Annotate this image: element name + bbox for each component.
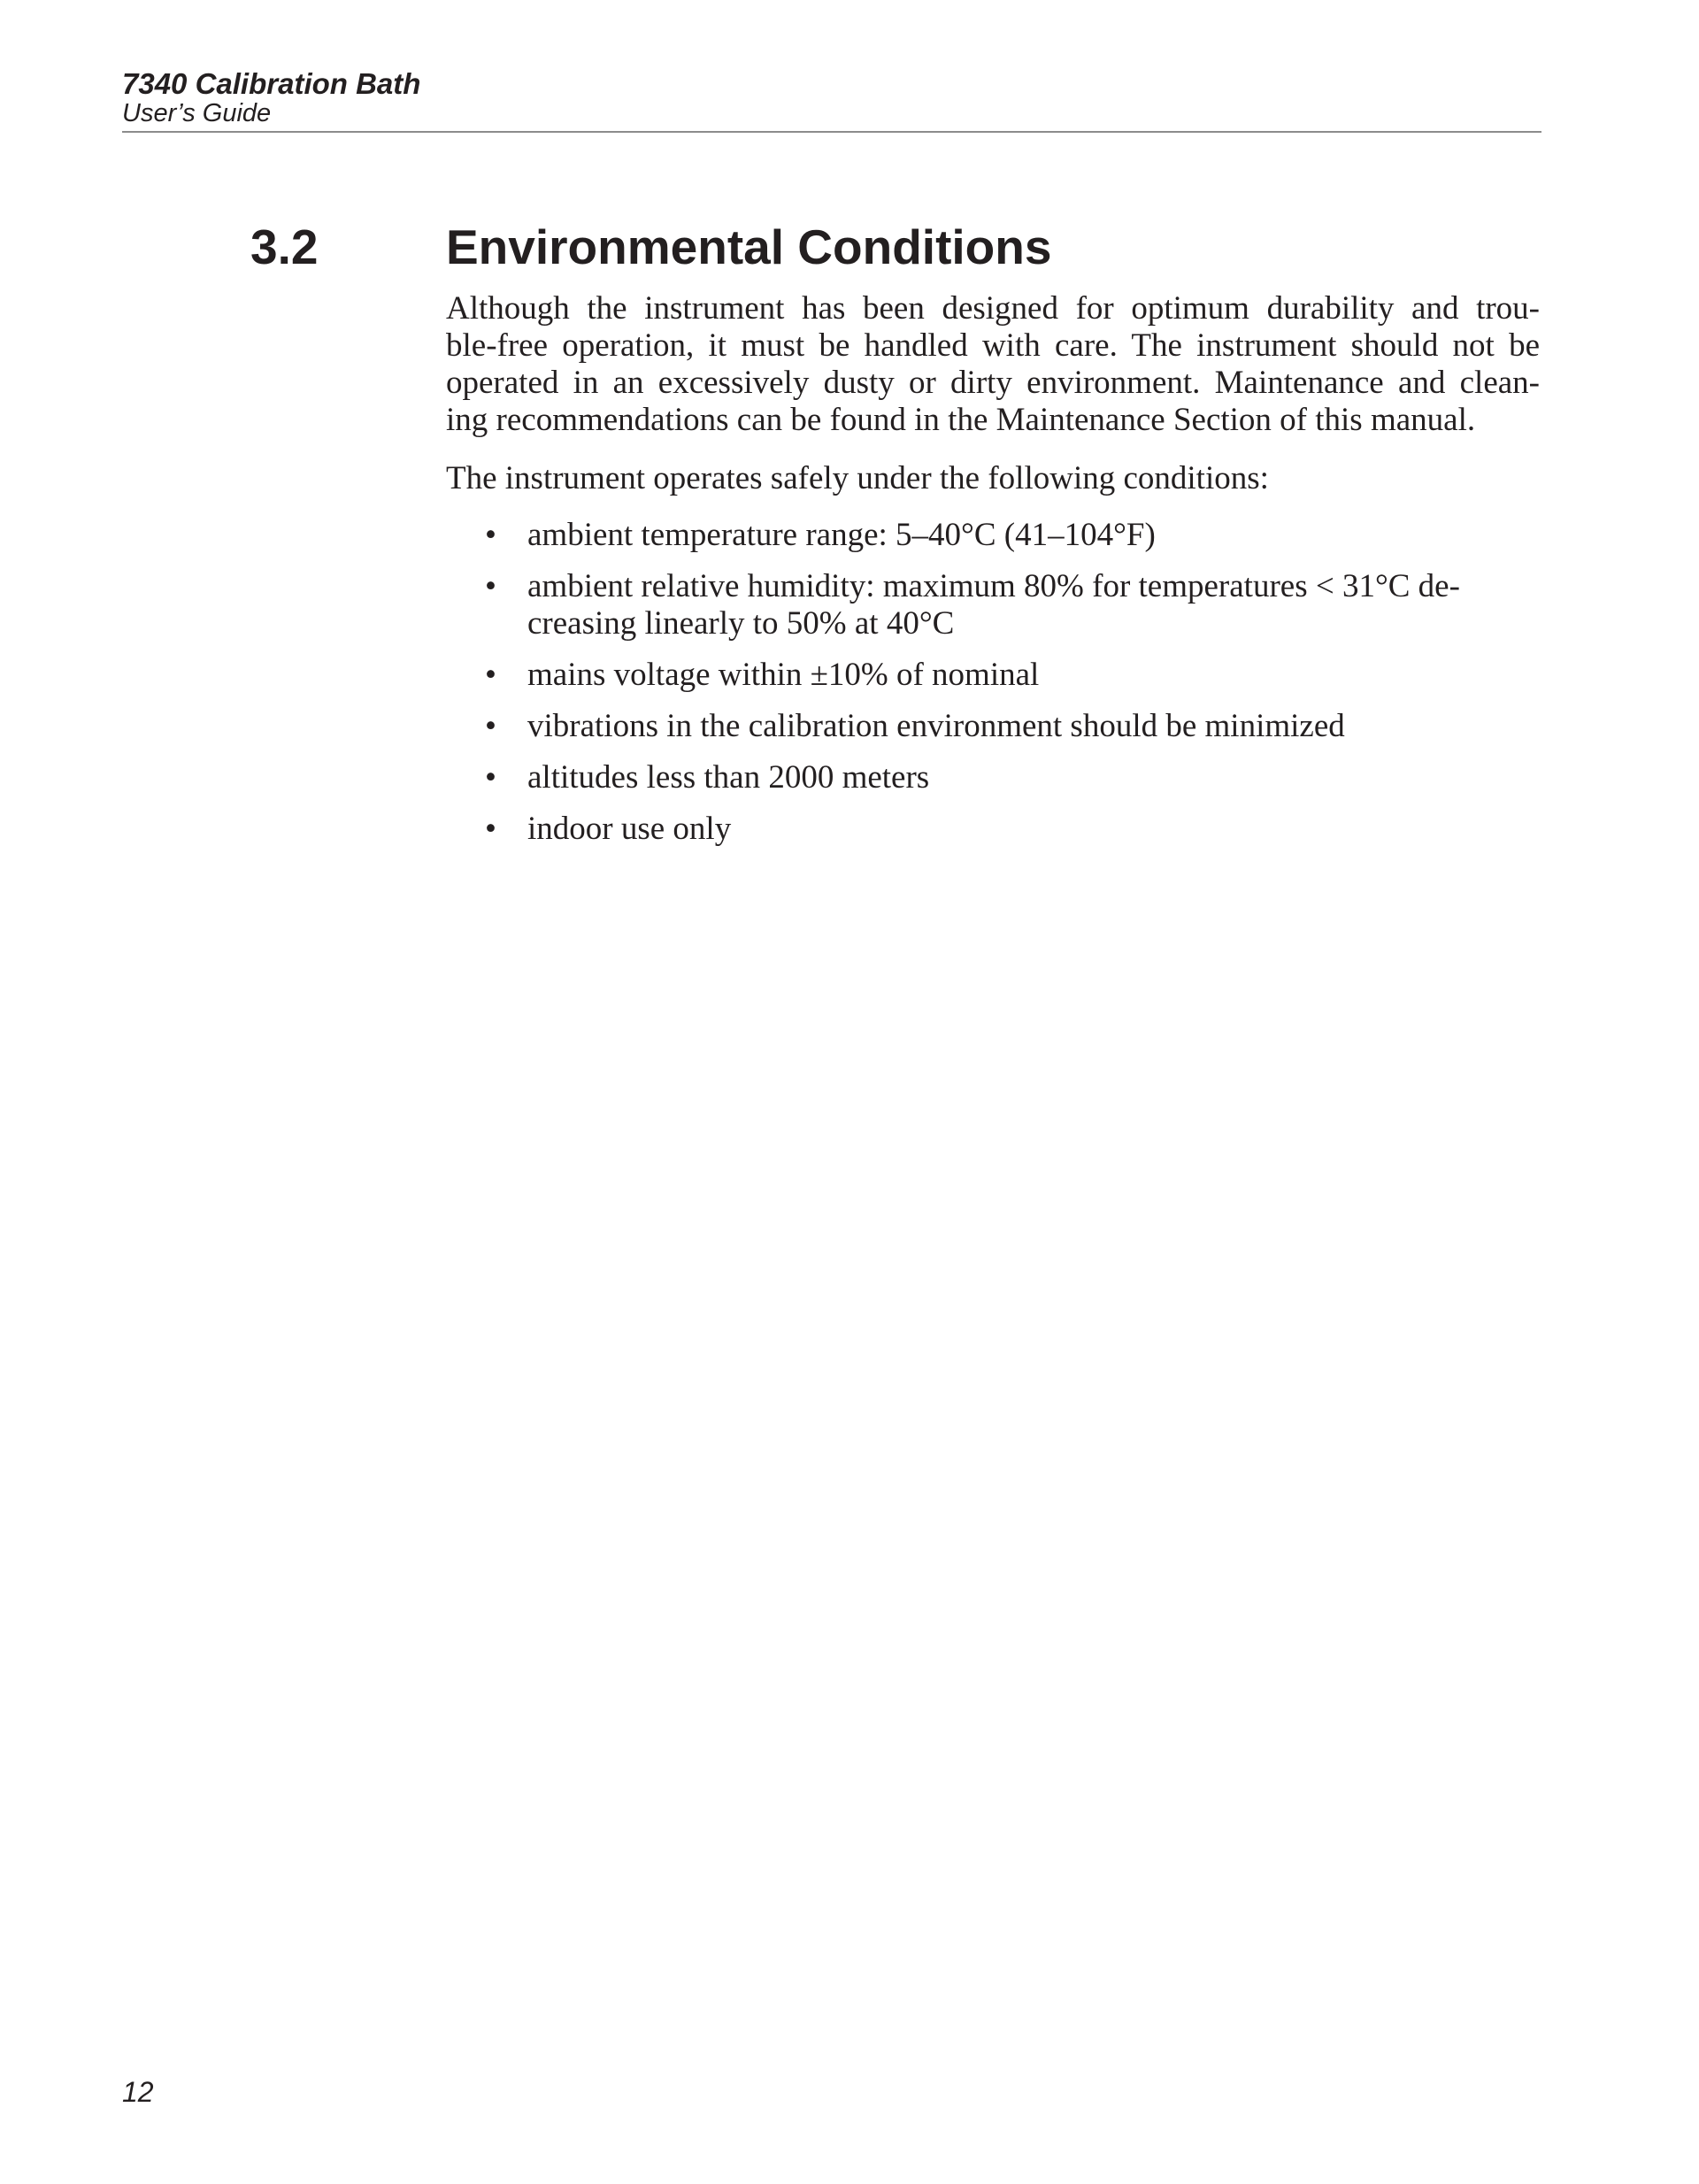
- conditions-lead-paragraph: [446, 460, 1540, 497]
- list-item-line: ambient relative humidity: maximum 80% for temperatures < 31°C de-: [527, 568, 1460, 604]
- list-item-line: indoor use only: [527, 811, 732, 847]
- list-item: [446, 657, 1540, 694]
- list-item-line: mains voltage within ±10% of nominal: [527, 657, 1040, 693]
- running-header: [122, 64, 1541, 133]
- bullet-icon: •: [485, 759, 496, 796]
- paragraph-line: Although the instrument has been designed for optimum durability and trou-: [446, 290, 1540, 327]
- paragraph-line: ble-free operation, it must be handled with care. The instrument should not be: [446, 327, 1540, 364]
- list-item: [446, 517, 1540, 554]
- paragraph-line: operated in an excessively dusty or dirty environment. Maintenance and clean-: [446, 365, 1540, 401]
- bullet-icon: •: [485, 811, 496, 847]
- bullet-icon: •: [485, 657, 496, 693]
- section-heading: [250, 216, 1534, 278]
- list-item-line: creasing linearly to 50% at 40°C: [527, 605, 955, 642]
- list-item-line: vibrations in the calibration environment should be minimized: [527, 708, 1345, 744]
- page-number: 12: [122, 2076, 154, 2108]
- list-item-line: ambient temperature range: 5–40°C (41–104°F): [527, 517, 1156, 553]
- intro-paragraph: [446, 290, 1540, 439]
- section-title: Environmental Conditions: [446, 219, 1052, 274]
- document-title: 7340 Calibration Bath: [122, 67, 421, 100]
- list-item: [446, 708, 1540, 745]
- bullet-icon: •: [485, 708, 496, 744]
- paragraph-line: ing recommendations can be found in the Maintenance Section of this manual.: [446, 402, 1476, 438]
- paragraph-line: The instrument operates safely under the following conditions:: [446, 460, 1269, 496]
- conditions-list: [446, 517, 1540, 848]
- list-item: [446, 811, 1540, 848]
- list-item-line: altitudes less than 2000 meters: [527, 759, 930, 796]
- section-body: [446, 290, 1540, 862]
- section-number: 3.2: [250, 219, 319, 274]
- bullet-icon: •: [485, 517, 496, 553]
- document-subtitle: User’s Guide: [122, 99, 272, 127]
- bullet-icon: •: [485, 568, 496, 604]
- list-item: [446, 568, 1540, 642]
- list-item: [446, 759, 1540, 796]
